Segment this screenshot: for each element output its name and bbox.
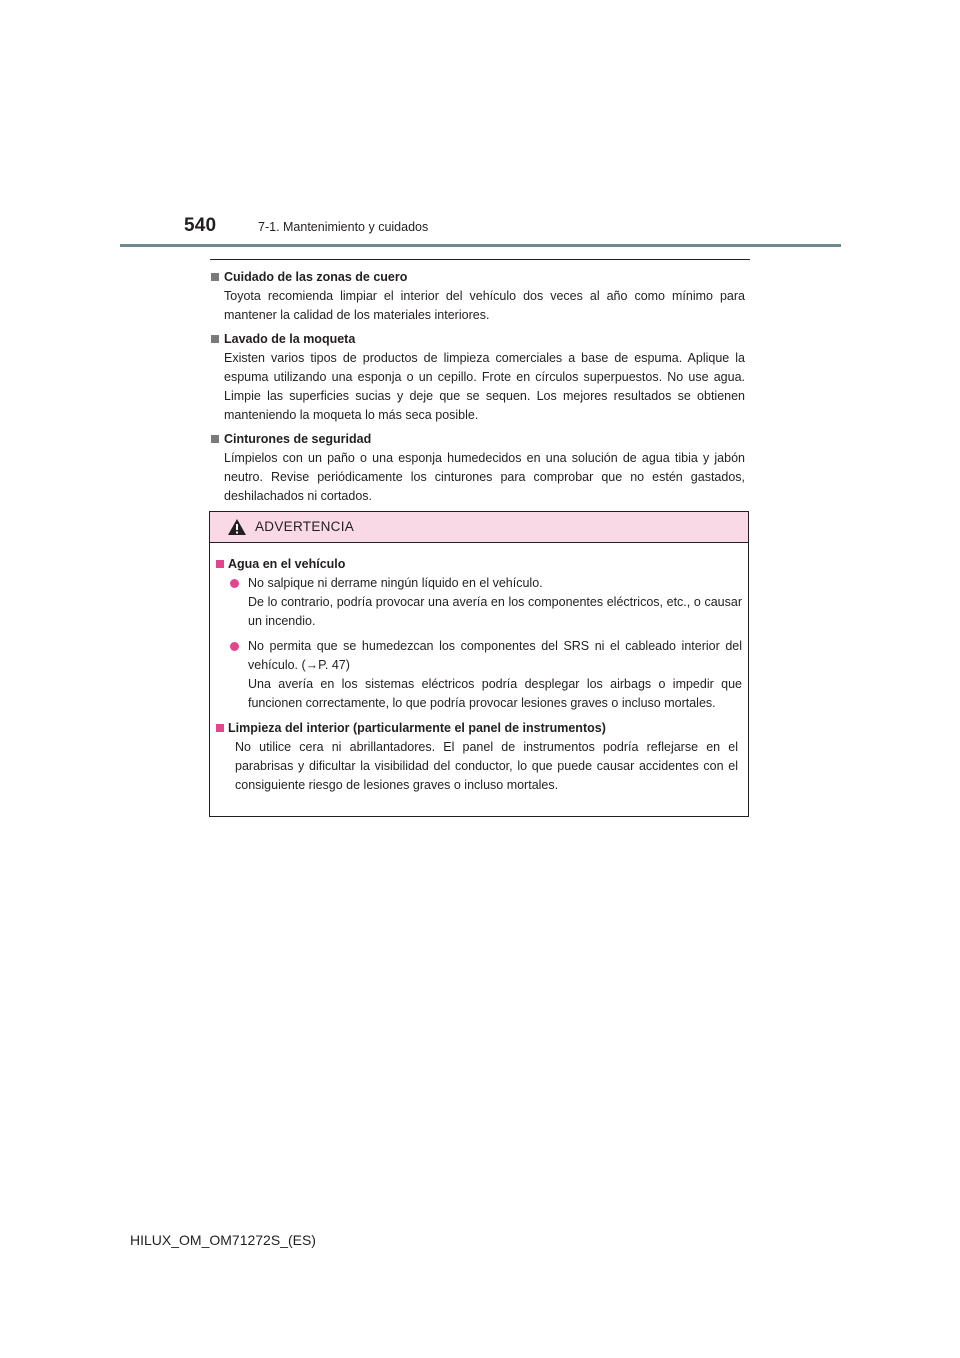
square-bullet-icon [216, 560, 224, 568]
warning-item-heading [216, 555, 742, 574]
warning-item-heading [216, 719, 742, 738]
warning-subitem-line: No salpique ni derrame ningún líquido en el vehículo. [248, 576, 543, 590]
section-body: Límpielos con un paño o una esponja humedecidos en una solución de agua tibia y jabón neutro. Revise periódicamente los cinturones para comprobar que no estén gastados, deshilachados ni cortados. [224, 451, 745, 503]
warning-body [210, 543, 748, 795]
main-content [210, 268, 745, 511]
warning-item-heading-text: Limpieza del interior (particularmente el panel de instrumentos) [228, 721, 606, 735]
section-heading [210, 430, 745, 449]
round-bullet-icon [230, 579, 239, 588]
section-heading-text: Cinturones de seguridad [224, 432, 372, 446]
warning-item-interior [216, 719, 742, 795]
section-heading [210, 330, 745, 349]
content-divider [210, 259, 750, 260]
section-title: 7-1. Mantenimiento y cuidados [258, 220, 429, 234]
section-leather [210, 268, 745, 325]
footer-document-code: HILUX_OM_OM71272S_(ES) [130, 1232, 316, 1248]
header-rule [120, 244, 841, 247]
warning-title: ADVERTENCIA [255, 519, 355, 534]
page-number: 540 [184, 215, 217, 236]
warning-subitem-line: Una avería en los sistemas eléctricos podría desplegar los airbags o impedir que funcionen correctamente, lo que podría provocar lesiones graves o incluso mortales. [248, 677, 742, 710]
round-bullet-icon [230, 642, 239, 651]
warning-item-body: No utilice cera ni abrillantadores. El panel de instrumentos podría reflejarse en el parabrisas y dificultar la visibilidad del conductor, lo que puede causar accidentes con el consiguiente riesgo de lesiones graves o incluso mortales. [235, 740, 738, 792]
square-bullet-icon [211, 335, 219, 343]
section-heading-text: Cuidado de las zonas de cuero [224, 270, 408, 284]
square-bullet-icon [216, 724, 224, 732]
warning-subitem-line: De lo contrario, podría provocar una avería en los componentes eléctricos, etc., o causar un incendio. [248, 595, 742, 628]
warning-subitem [216, 574, 742, 631]
section-body: Existen varios tipos de productos de limpieza comerciales a base de espuma. Aplique la espuma utilizando una esponja o un cepillo. Frote en círculos superpuestos. No use agua. Limpie las superficies sucias y deje que se sequen. Los mejores resultados se obtienen manteniendo la moqueta lo más seca posible. [224, 351, 745, 422]
section-carpet [210, 330, 745, 425]
section-heading-text: Lavado de la moqueta [224, 332, 356, 346]
section-heading [210, 268, 745, 287]
section-body: Toyota recomienda limpiar el interior del vehículo dos veces al año como mínimo para mantener la calidad de los materiales interiores. [224, 289, 745, 322]
warning-subitem-line: No permita que se humedezcan los componentes del SRS ni el cableado interior del vehículo. (→P. 47) [248, 639, 742, 672]
section-seatbelts [210, 430, 745, 506]
warning-header [210, 512, 748, 543]
warning-item-heading-text: Agua en el vehículo [228, 557, 346, 571]
warning-item-water [216, 555, 742, 713]
square-bullet-icon [211, 435, 219, 443]
warning-triangle-icon [227, 518, 247, 536]
warning-box [209, 511, 749, 817]
warning-subitem [216, 637, 742, 713]
square-bullet-icon [211, 273, 219, 281]
